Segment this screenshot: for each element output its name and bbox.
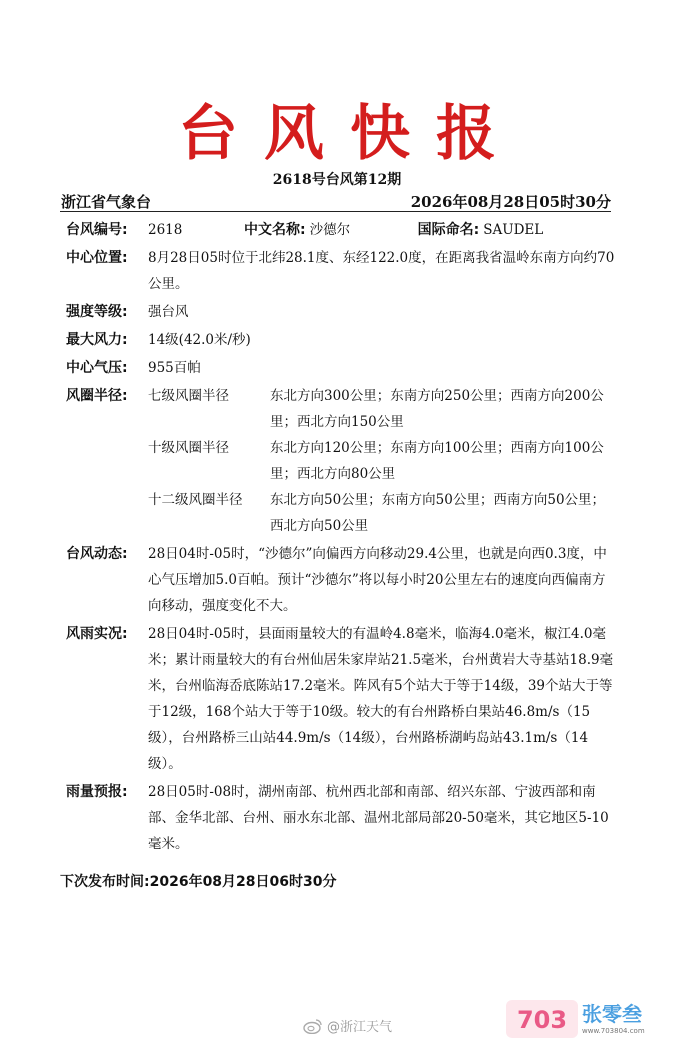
wind-radius-dirs: 东北方向120公里；东南方向100公里；西南方向100公里；西北方向80公里 xyxy=(270,440,604,482)
max-wind-label: 最大风力: xyxy=(66,332,128,348)
pressure-label: 中心气压: xyxy=(66,360,128,376)
row-rain-forecast xyxy=(66,779,616,857)
wind-radius-10 xyxy=(148,435,616,487)
wind-radius-level: 十二级风圈半径 xyxy=(148,492,243,508)
center-label: 中心位置: xyxy=(66,250,128,266)
weibo-handle: @浙江天气 xyxy=(327,1020,393,1035)
row-dynamics xyxy=(66,541,616,619)
intensity-label: 强度等级: xyxy=(66,304,128,320)
observations-value: 28日04时-05时，县面雨量较大的有温岭4.8毫米，临海4.0毫米，椒江4.0毫米；累计雨量较大的有台州仙居朱家岸站21.5毫米，台州黄岩大寺基站18.9毫米，台州临海岙底陈站17.2毫米。阵风有5个站大于等于14级，39个站大于等于12级，168个站大于等于10级。较大的有台州路桥白果站46.8m/s（15级），台州路桥三山站44.9m/s（14级），台州路桥湖屿岛站43.1m/s（14级）。 xyxy=(148,626,614,772)
intensity-value: 强台风 xyxy=(148,304,189,320)
site-logo-icon xyxy=(506,1000,578,1038)
wind-radius-level: 十级风圈半径 xyxy=(148,440,229,456)
row-max-wind xyxy=(66,327,616,353)
intl-name-value: SAUDEL xyxy=(483,222,544,238)
wind-radius-dirs: 东北方向50公里；东南方向50公里；西南方向50公里；西北方向50公里 xyxy=(270,492,606,534)
rain-forecast-label: 雨量预报: xyxy=(66,784,128,800)
row-intensity xyxy=(66,299,616,325)
weibo-icon xyxy=(303,1018,323,1034)
typhoon-id-label: 台风编号: xyxy=(66,222,128,238)
typhoon-report-body xyxy=(66,217,616,859)
site-watermark xyxy=(506,1000,645,1038)
header-row xyxy=(61,190,611,212)
row-pressure xyxy=(66,355,616,381)
cn-name-label: 中文名称: xyxy=(244,222,306,238)
typhoon-id-value: 2618 xyxy=(148,222,183,238)
max-wind-value: 14级(42.0米/秒) xyxy=(148,332,251,348)
svg-text:703: 703 xyxy=(516,1006,568,1034)
cn-name-value: 沙德尔 xyxy=(309,222,351,238)
center-value: 8月28日05时位于北纬28.1度、东经122.0度，在距离我省温岭东南方向约70公里。 xyxy=(148,250,615,292)
intl-name-label: 国际命名: xyxy=(417,222,480,238)
wind-radius-12 xyxy=(148,487,616,539)
weibo-attribution xyxy=(303,1016,392,1035)
issue-datetime: 2026年08月28日05时30分 xyxy=(410,192,611,211)
next-release-time: 下次发布时间:2026年08月28日06时30分 xyxy=(60,874,337,890)
row-id-names xyxy=(66,217,616,243)
document-title: 台风快报 xyxy=(178,99,522,169)
row-wind-radius xyxy=(66,383,616,539)
site-name: 张零叁 xyxy=(582,1002,642,1026)
wind-radius-label: 风圈半径: xyxy=(66,388,128,404)
rain-forecast-value: 28日05时-08时，湖州南部、杭州西北部和南部、绍兴东部、宁波西部和南部、金华北部、台州、丽水东北部、温州北部局部20-50毫米，其它地区5-10毫米。 xyxy=(148,784,609,852)
wind-radius-dirs: 东北方向300公里；东南方向250公里；西南方向200公里；西北方向150公里 xyxy=(270,388,604,430)
dynamics-value: 28日04时-05时，“沙德尔”向偏西方向移动29.4公里，也就是向西0.3度，中心气压增加5.0百帕。预计“沙德尔”将以每小时20公里左右的速度向西偏南方向移动，强度变化不大。 xyxy=(148,546,607,614)
agency-name: 浙江省气象台 xyxy=(61,192,152,211)
site-url: www.703804.com xyxy=(582,1027,645,1035)
dynamics-label: 台风动态: xyxy=(66,546,128,562)
wind-radius-level: 七级风圈半径 xyxy=(148,388,229,404)
header-divider xyxy=(60,211,611,212)
pressure-value: 955百帕 xyxy=(148,360,201,376)
observations-label: 风雨实况: xyxy=(66,626,128,642)
wind-radius-7 xyxy=(148,383,616,435)
row-observations xyxy=(66,621,616,777)
row-center xyxy=(66,245,616,297)
issue-number: 2618号台风第12期 xyxy=(272,172,402,188)
